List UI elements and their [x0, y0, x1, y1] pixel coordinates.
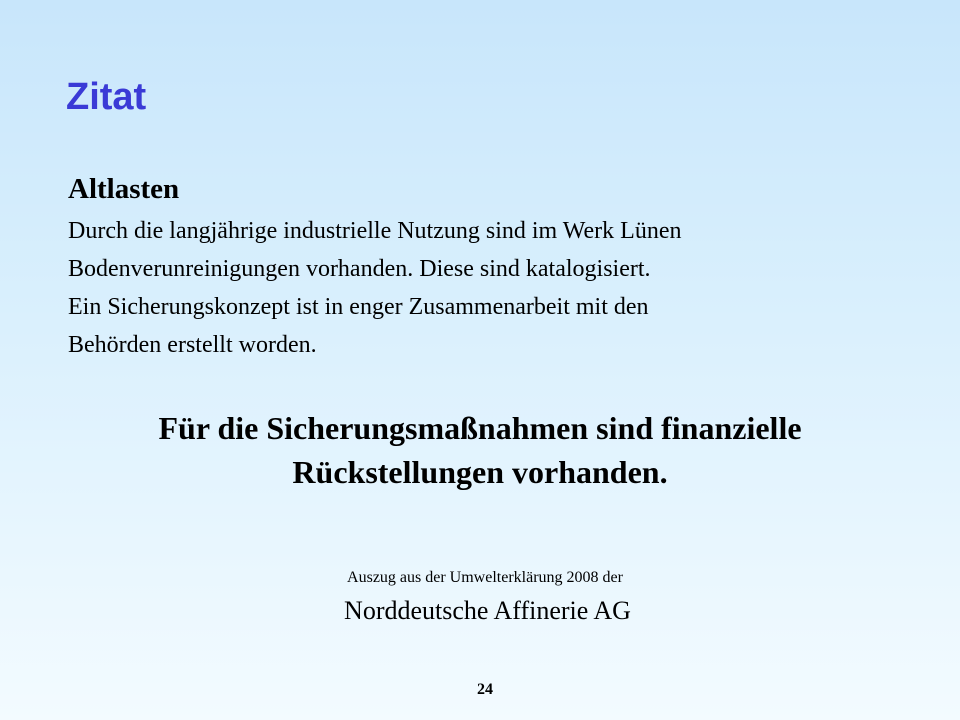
- quote-body-line: Ein Sicherungskonzept ist in enger Zusammenarbeit mit den: [68, 294, 649, 320]
- section-heading: Altlasten: [68, 173, 180, 205]
- emphasis-statement: [0, 406, 960, 494]
- source-company: Norddeutsche Affinerie AG: [344, 596, 631, 625]
- quote-body-line: Bodenverunreinigungen vorhanden. Diese sind katalogisiert.: [68, 256, 651, 282]
- slide-title: Zitat: [66, 76, 147, 118]
- source-intro: Auszug aus der Umwelterklärung 2008 der: [347, 569, 623, 586]
- emphasis-line: Rückstellungen vorhanden.: [292, 454, 668, 490]
- quote-body-line: Behörden erstellt worden.: [68, 332, 317, 358]
- quote-body-line: Durch die langjährige industrielle Nutzung sind im Werk Lünen: [68, 218, 682, 244]
- page-number: 24: [477, 681, 493, 698]
- quote-body: [68, 212, 908, 364]
- emphasis-line: Für die Sicherungsmaßnahmen sind finanzielle: [158, 410, 802, 446]
